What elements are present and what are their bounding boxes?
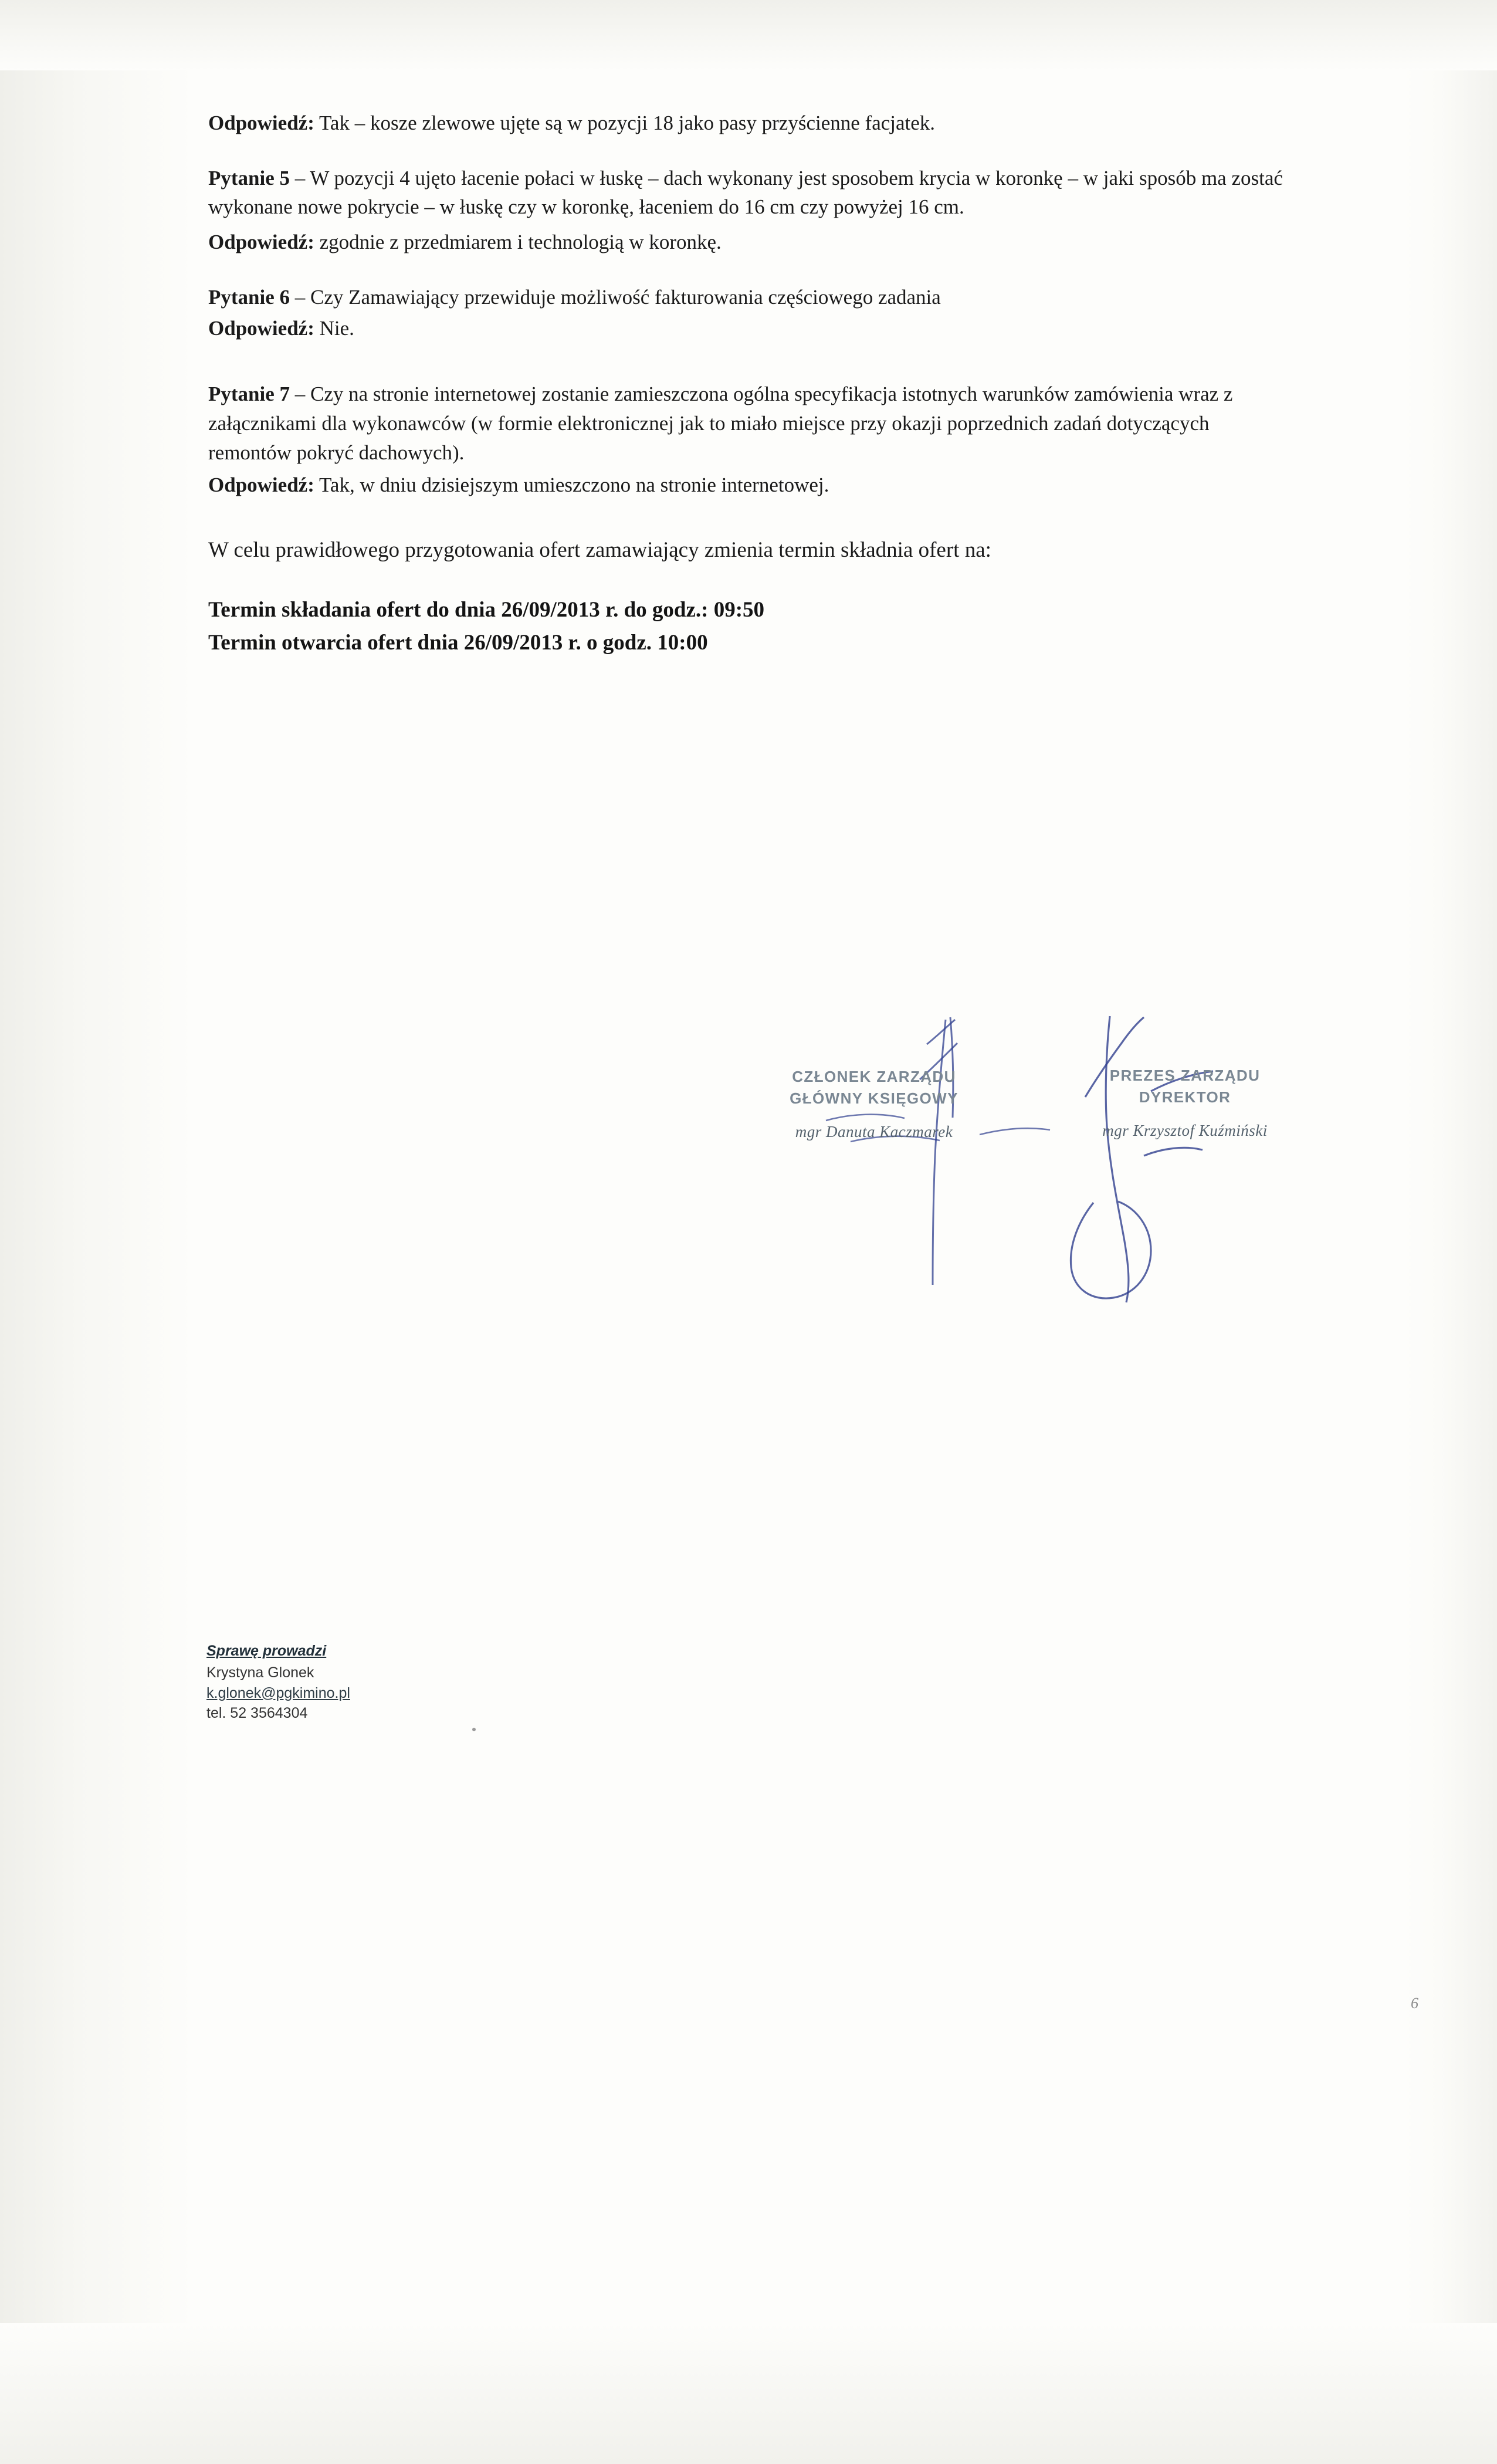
question-7-label: Pytanie 7: [208, 383, 290, 406]
footer-title: Sprawę prowadzi: [206, 1643, 327, 1659]
deadline-submission: Termin składania ofert do dnia 26/09/2013 r. do godz.: 09:50: [208, 598, 765, 622]
signature-right-role-2: DYREKTOR: [1139, 1088, 1231, 1106]
answer-7-text: Tak, w dniu dzisiejszym umieszczono na stronie internetowej.: [314, 473, 829, 497]
signature-right-name: mgr Krzysztof Kuźmiński: [1102, 1122, 1268, 1139]
signature-area: [675, 1009, 1390, 1373]
footer-contact: [206, 1643, 350, 1724]
scan-edge-top: [0, 0, 1497, 70]
answer-text: Tak – kosze zlewowe ujęte są w pozycji 18 jako pasy przyścienne facjatek.: [314, 111, 936, 134]
signature-block-right: [1062, 1067, 1308, 1140]
stray-ink-dot: [472, 1728, 476, 1731]
answer-6: [208, 314, 1288, 343]
question-7: [208, 380, 1288, 467]
answer-6-text: Nie.: [314, 317, 354, 340]
footer-email[interactable]: k.glonek@pgkimino.pl: [206, 1684, 350, 1701]
answer-5: [208, 228, 1288, 257]
answer-5-label: Odpowiedź:: [208, 231, 314, 254]
signature-left-role-2: GŁÓWNY KSIĘGOWY: [790, 1089, 959, 1107]
question-7-text: – Czy na stronie internetowej zostanie zamieszczona ogólna specyfikacja istotnych warunków zamówienia wraz z załącznikami dla wykonawców (w formie elektronicznej jak to miało miejsce przy okazji poprzednich zadań dotyczących remontów pokryć dachowych).: [208, 383, 1233, 464]
purpose-paragraph: W celu prawidłowego przygotowania ofert zamawiający zmienia termin składnia ofert na:: [208, 537, 991, 562]
answer-paragraph-top: [208, 109, 1288, 138]
signature-left-name: mgr Danuta Kaczmarek: [795, 1123, 953, 1140]
signature-right-role-1: PREZES ZARZĄDU: [1109, 1067, 1261, 1084]
page-number-mark: 6: [1411, 1995, 1418, 2012]
answer-6-label: Odpowiedź:: [208, 317, 314, 340]
question-5-text: – W pozycji 4 ujęto łacenie połaci w łuskę – dach wykonany jest sposobem krycia w koronkę – w jaki sposób ma zostać wykonane nowe pokrycie – w łuskę czy w koronkę, łaceniem do 16 cm czy powyżej 16 cm.: [208, 166, 1283, 219]
answer-7: [208, 471, 1288, 500]
scan-edge-left: [0, 0, 194, 2464]
question-6-label: Pytanie 6: [208, 285, 290, 309]
answer-7-label: Odpowiedź:: [208, 473, 314, 497]
answer-label: Odpowiedź:: [208, 111, 314, 134]
signature-ink: [675, 1009, 1390, 1373]
footer-name: Krystyna Glonek: [206, 1664, 314, 1681]
scan-edge-right: [1403, 0, 1497, 2464]
question-5: [208, 164, 1288, 222]
document-body: [208, 109, 1288, 659]
question-5-label: Pytanie 5: [208, 166, 290, 189]
question-6-text: – Czy Zamawiający przewiduje możliwość fakturowania częściowego zadania: [290, 285, 941, 309]
scan-edge-bottom: [0, 2323, 1497, 2464]
question-6: [208, 283, 1288, 312]
signature-block-left: [739, 1068, 1009, 1141]
answer-5-text: zgodnie z przedmiarem i technologią w koronkę.: [314, 231, 722, 254]
signature-left-role-1: CZŁONEK ZARZĄDU: [792, 1068, 956, 1085]
deadline-opening: Termin otwarcia ofert dnia 26/09/2013 r. o godz. 10:00: [208, 630, 708, 655]
footer-phone: tel. 52 3564304: [206, 1705, 308, 1721]
